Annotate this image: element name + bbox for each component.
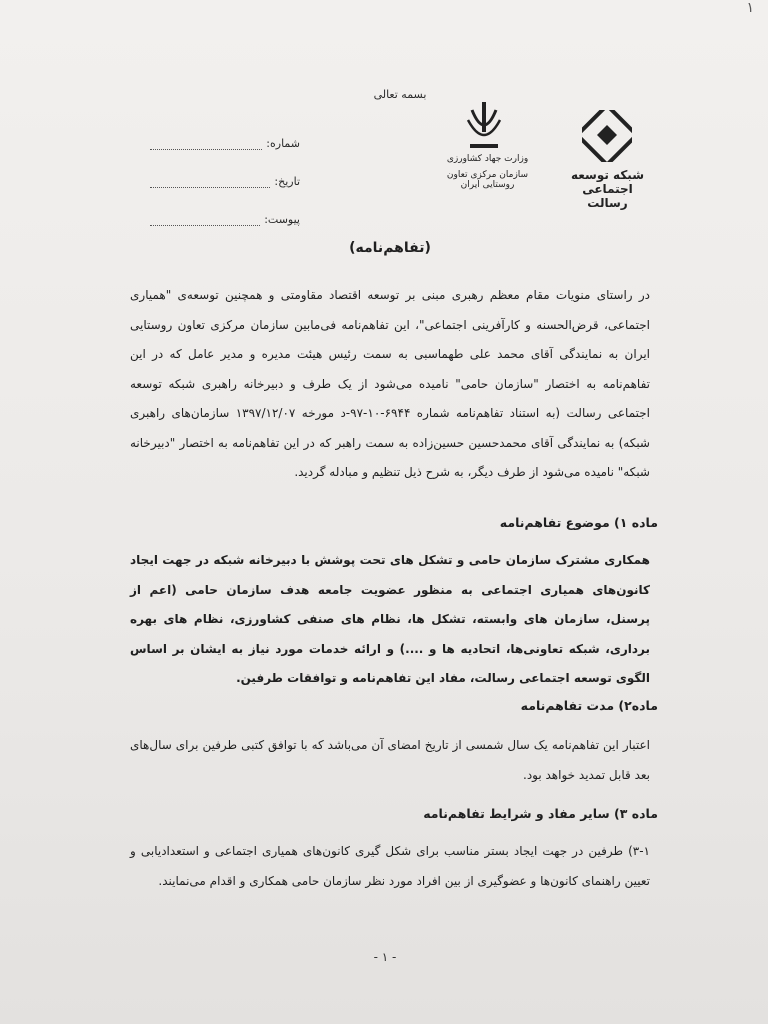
date-row xyxy=(150,150,300,188)
network-emblem-icon xyxy=(582,110,632,162)
number-label: شماره: xyxy=(266,137,300,150)
page-number: - ۱ - xyxy=(373,950,397,964)
network-logo xyxy=(560,110,655,210)
corner-mark: ١ xyxy=(746,0,754,16)
number-row xyxy=(150,112,300,150)
document-meta xyxy=(150,112,300,226)
ministry-name: وزارت جهاد کشاورزی xyxy=(446,154,529,164)
wheat-emblem-icon xyxy=(464,100,504,152)
network-name: شبکه توسعه اجتماعی رسالت xyxy=(570,168,644,210)
bismillah-heading: بسمه تعالی xyxy=(373,88,427,101)
attachment-dotted-line xyxy=(150,215,260,226)
article-3-heading: ماده ۳) سایر مفاد و شرایط تفاهم‌نامه xyxy=(423,806,658,821)
date-dotted-line xyxy=(150,177,270,188)
attachment-row xyxy=(150,188,300,226)
ministry-logo xyxy=(430,100,545,195)
attachment-label: پیوست: xyxy=(264,213,300,226)
date-label: تاریخ: xyxy=(274,175,300,188)
organization-name: سازمان مرکزی تعاون روستایی ایران xyxy=(446,170,529,190)
article-2-text: اعتبار این تفاهم‌نامه یک سال شمسی از تاریخ امضای آن می‌باشد که با توافق کتبی طرفین برای سال‌های بعد قابل تمدید خواهد بود. xyxy=(130,738,650,782)
article-3-text: ۳-۱) طرفین در جهت ایجاد بستر مناسب برای شکل گیری کانون‌های همیاری اجتماعی و استعدادیابی و تعیین راهنمای کانون‌ها و عضوگیری از بین افراد مورد نظر سازمان حامی همکاری و اقدام می‌نمایند. xyxy=(130,844,650,888)
document-title: (تفاهم‌نامه) xyxy=(349,240,431,256)
article-1-heading: ماده ۱) موضوع تفاهم‌نامه xyxy=(499,515,658,530)
number-dotted-line xyxy=(150,139,262,150)
article-1-text: همکاری مشترک سازمان حامی و تشکل های تحت پوشش با دبیرخانه شبکه در جهت ایجاد کانون‌های همیاری اجتماعی به منظور عضویت جامعه هدف سازمان حامی (اعم از پرسنل، سازمان های وابسته، تشکل ها، نظام های صنفی کشاورزی، نظام های بهره برداری، شبکه تعاونی‌ها، اتحادیه ها و ....) و ارائه خدمات مورد نیاز به ایشان بر اساس الگوی توسعه اجتماعی رسالت، مفاد این تفاهم‌نامه و توافقات طرفین. xyxy=(130,553,650,685)
article-2-heading: ماده۲) مدت تفاهم‌نامه xyxy=(520,698,658,713)
intro-paragraph: در راستای منویات مقام معظم رهبری مبنی بر توسعه اقتصاد مقاومتی و همچنین توسعه‌ی "همیاری اجتماعی، قرض‌الحسنه و کارآفرینی اجتماعی"، این تفاهم‌نامه فی‌مابین سازمان مرکزی تعاون روستایی ایران به نمایندگی آقای محمد علی طهماسبی به سمت رئیس هیئت مدیره و مدیر عامل که در این تفاهم‌نامه به اختصار "سازمان حامی" نامیده می‌شود از یک طرف و دبیرخانه راهبری شبکه توسعه اجتماعی رسالت (به استناد تفاهم‌نامه شماره ۶۹۴۴-۱۰-۹۷-د مورخه ۱۳۹۷/۱۲/۰۷ سازمان‌های راهبری شبکه) به نمایندگی آقای محمدحسین حسین‌زاده به سمت راهبر که در این تفاهم‌نامه به اختصار "دبیرخانه شبکه" نامیده می‌شود از طرف دیگر، به شرح ذیل تنظیم و مبادله گردید. xyxy=(130,288,651,479)
